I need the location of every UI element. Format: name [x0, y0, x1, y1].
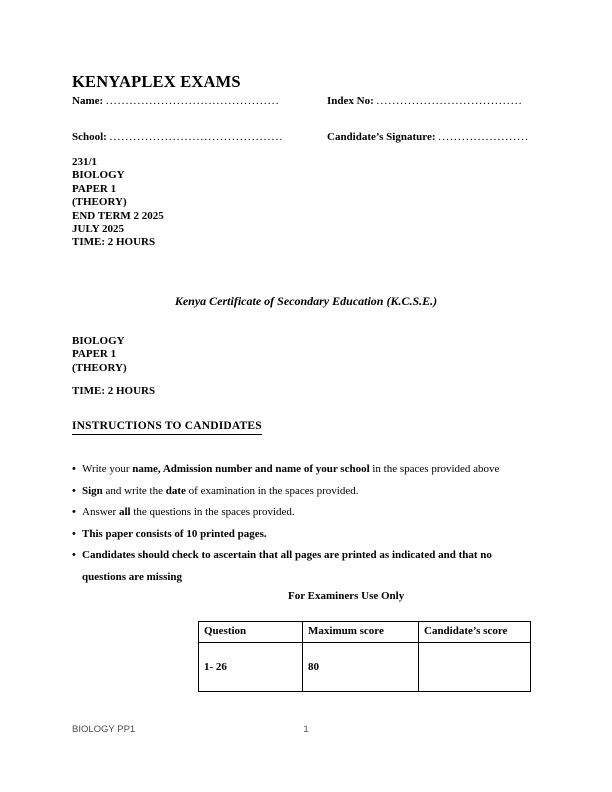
term-line: END TERM 2 2025: [72, 209, 164, 222]
question-range-cell: 1- 26: [199, 643, 303, 692]
instruction-item: [72, 545, 540, 588]
instructions-list: [72, 459, 540, 588]
signature-label: Candidate’s Signature:: [327, 131, 436, 143]
subject-line: BIOLOGY: [72, 169, 125, 182]
name-field: [72, 95, 327, 108]
maximum-score-cell: 80: [303, 643, 419, 692]
instruction-text: the questions in the spaces provided.: [130, 506, 295, 519]
question-column-header: Question: [199, 622, 303, 643]
footer-page-number: 1: [303, 724, 309, 735]
candidate-score-column-header: Candidate’s score: [419, 622, 531, 643]
examiner-score-table: [198, 621, 531, 692]
instruction-text-bold: questions are missing: [82, 570, 183, 583]
instruction-text: Answer: [82, 506, 119, 519]
subject-line: BIOLOGY: [72, 334, 125, 347]
paper-info-block: [72, 156, 540, 250]
instruction-text: in the spaces provided above: [369, 463, 500, 476]
paper-number-line: PAPER 1: [72, 348, 117, 361]
footer-document-label: BIOLOGY PP1: [72, 724, 136, 735]
examiner-section-heading: For Examiners Use Only: [288, 590, 405, 603]
instruction-item: [72, 481, 540, 503]
bullet-icon: •: [72, 549, 76, 562]
paper-type-line: (THEORY): [72, 196, 127, 209]
school-fill-line: ............................................: [109, 131, 284, 143]
page-content: [72, 72, 540, 692]
instructions-heading-wrap: [72, 418, 540, 435]
time-allowed-line: TIME: 2 HOURS: [72, 385, 156, 398]
name-index-row: [72, 95, 540, 108]
instruction-text: and write the: [102, 484, 166, 497]
page-footer: [0, 724, 612, 738]
table-header-row: [199, 622, 531, 643]
name-label: Name:: [72, 95, 104, 107]
bullet-icon: •: [72, 463, 76, 476]
school-field: [72, 131, 327, 144]
time-line: TIME: 2 HOURS: [72, 236, 156, 249]
school-label: School:: [72, 131, 107, 143]
instruction-text-bold: Candidates should check to ascertain that all pages are printed as indicated and that no: [82, 549, 492, 562]
table-row: [199, 643, 531, 692]
school-signature-row: [72, 131, 540, 144]
paper-type-line: (THEORY): [72, 361, 127, 374]
month-line: JULY 2025: [72, 223, 125, 236]
instruction-item: [72, 502, 540, 524]
instruction-item: [72, 459, 540, 481]
name-fill-line: ............................................: [105, 95, 280, 107]
kcse-title: Kenya Certificate of Secondary Education (K.C.S.E.): [174, 293, 438, 308]
instruction-text-bold: date: [165, 484, 186, 497]
instruction-item: [72, 524, 540, 546]
bullet-icon: •: [72, 527, 76, 540]
page-title: KENYAPLEX EXAMS: [72, 72, 241, 91]
bullet-icon: •: [72, 484, 76, 497]
instruction-text: Write your: [82, 463, 133, 476]
paper-number-line: PAPER 1: [72, 182, 117, 195]
index-no-label: Index No:: [327, 95, 374, 107]
instruction-text: of examination in the spaces provided.: [185, 484, 359, 497]
instruction-text-bold: all: [118, 506, 131, 519]
index-no-fill-line: .....................................: [376, 95, 523, 107]
instruction-text-bold: Sign: [82, 484, 103, 497]
signature-fill-line: .......................: [438, 131, 530, 143]
signature-field: [327, 131, 540, 144]
instructions-heading: INSTRUCTIONS TO CANDIDATES: [72, 420, 262, 435]
index-no-field: [327, 95, 540, 108]
bullet-icon: •: [72, 506, 76, 519]
instruction-text-bold: This paper consists of 10 printed pages.: [82, 527, 267, 540]
subject-block: [72, 335, 540, 375]
candidate-score-cell: [419, 643, 531, 692]
maximum-score-column-header: Maximum score: [303, 622, 419, 643]
paper-code-line: 231/1: [72, 156, 98, 168]
instruction-text-bold: name, Admission number and name of your school: [132, 463, 370, 476]
